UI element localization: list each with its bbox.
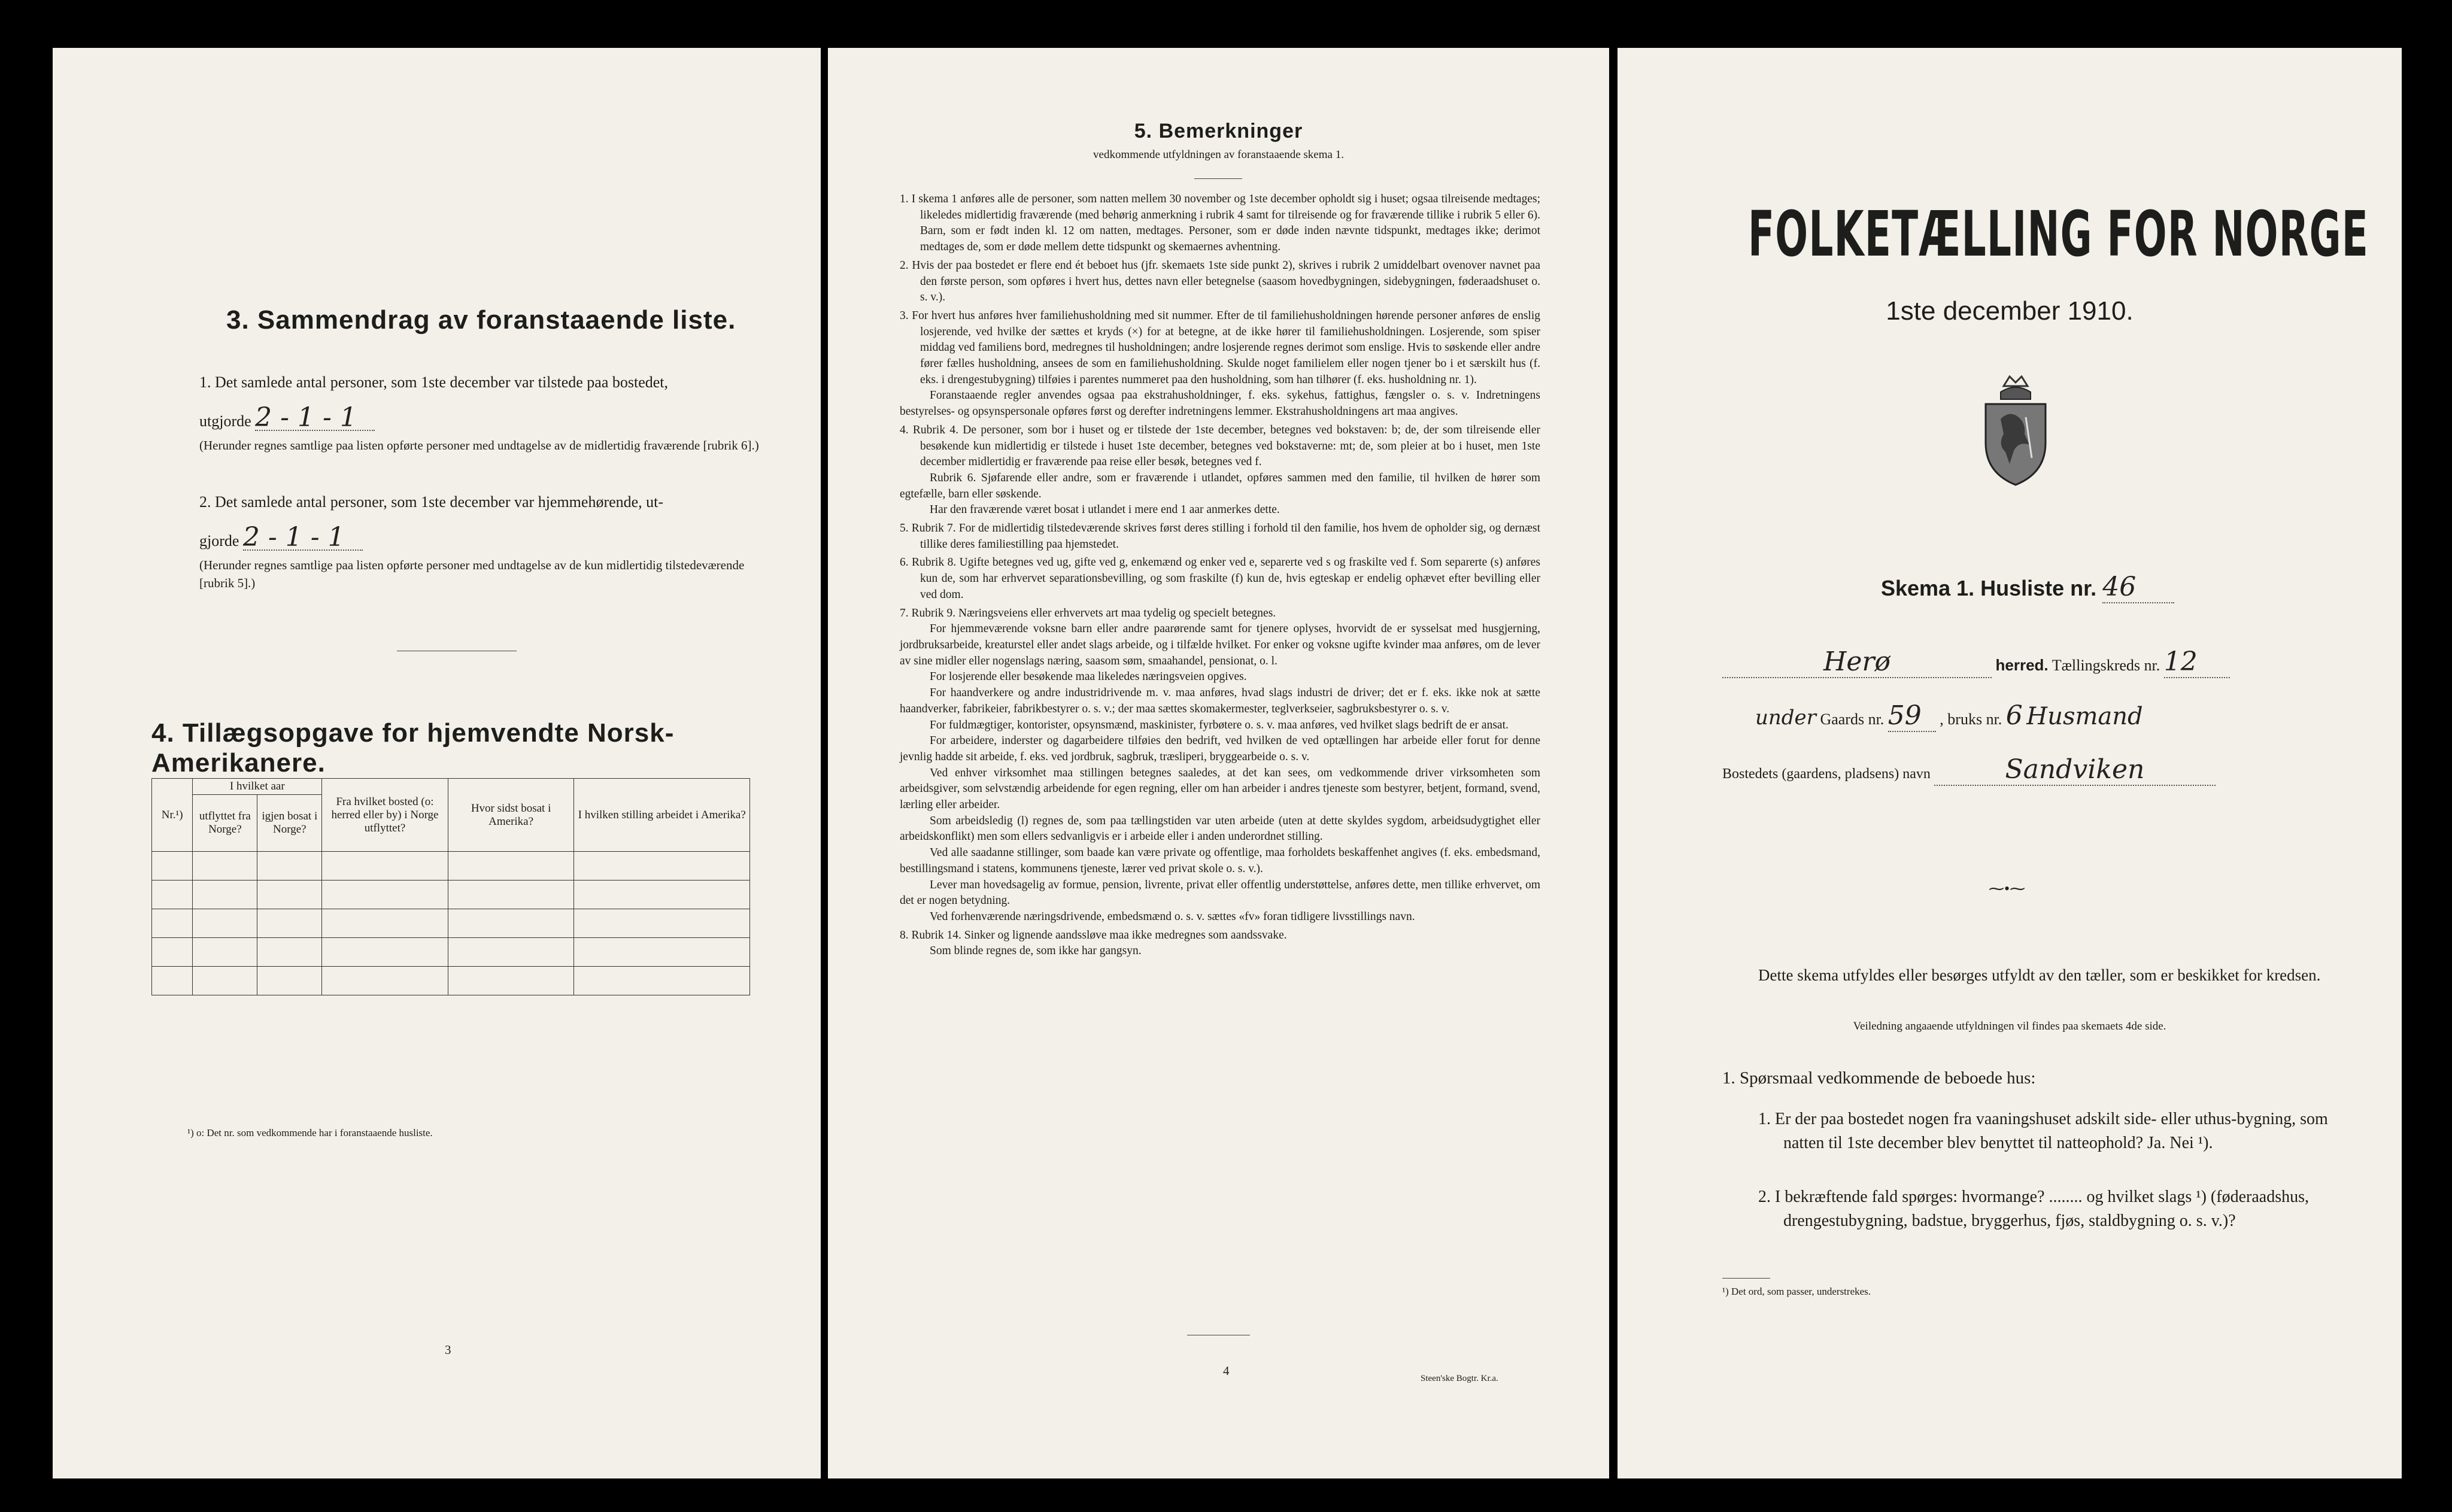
table-row <box>152 852 750 881</box>
remark-6: 6. Rubrik 8. Ugifte betegnes ved ug, gifte ved g, enkemænd og enker ved e, separerte ved s og fraskilte ved f. Som separerte (s) anføres kun de, som har erhvervet separationsbevilling, og som fraskilte (f) kun de, hvis egteskap er endelig ophævet efter bevilling eller ved dom. <box>900 556 1540 601</box>
bosted-label: Bostedets (gaardens, pladsens) navn <box>1722 766 1931 782</box>
table-row <box>152 909 750 938</box>
col-fra-bosted: Fra hvilket bosted (o: herred eller by) i Norge utflyttet? <box>322 779 448 852</box>
cover-page <box>1618 48 2402 1478</box>
remarks-subheading: vedkommende utfyldningen av foranstaaende skema 1. <box>1093 148 1344 161</box>
remark-7k: Ved forhenværende næringsdrivende, embedsmænd o. s. v. sættes «fv» foran tidligere livsstillings navn. <box>930 910 1415 923</box>
herred-line <box>1722 646 2357 678</box>
col-stilling: I hvilken stilling arbeidet i Amerika? <box>574 779 750 852</box>
printer-mark: Steen'ske Bogtr. Kr.a. <box>1421 1374 1498 1383</box>
gaards-line <box>1755 700 2354 732</box>
cover-title: FOLKETÆLLING FOR NORGE <box>1748 198 2369 271</box>
page-3 <box>53 48 821 1478</box>
section-4-heading: 4. Tillægsopgave for hjemvendte Norsk-Amerikanere. <box>151 718 675 778</box>
remark-3b: Foranstaaende regler anvendes ogsaa paa ekstrahusholdninger, f. eks. sykehus, fattighus, fængsler o. s. v. Indretningens bestyrelses- og opsynspersonale opføres først og derefter indretningens lemmer. Ekstrahusholdningens art maa angives. <box>900 389 1540 418</box>
bruks-note: Husmand <box>2026 703 2143 730</box>
ornament-icon: ⁓•⁓ <box>1989 880 2026 897</box>
cover-intro: Dette skema utfyldes eller besørges utfyldt av den tæller, som er beskikket for kredsen. <box>1758 966 2321 984</box>
remark-4: 4. Rubrik 4. De personer, som bor i huset og er tilstede der 1ste december, betegnes ved bokstaven: b; de, der som tilreisende eller besøkende kun midlertidig er tilstede i huset 1ste december, betegnes ved bokstaverne: mt; de, som pleier at bo i huset, men 1ste december midlertidig er fraværende paa reise eller besøk, betegnes ved f. <box>900 423 1540 469</box>
cover-veiledning: Veiledning angaaende utfyldningen vil findes paa skemaets 4de side. <box>1853 1020 2166 1033</box>
summary-item-1 <box>199 371 774 454</box>
question-1: 1. Er der paa bostedet nogen fra vaaningshuset adskilt side- eller uthus-bygning, som natten til 1ste december blev benyttet til natteophold? Ja. Nei ¹). <box>1758 1110 2328 1152</box>
gaards-nr: 59 <box>1888 700 1936 732</box>
summary-item-1-label: utgjorde <box>199 412 251 430</box>
summary-item-2-note: (Herunder regnes samtlige paa listen opførte personer med undtagelse av de kun midlertidig tilstedeværende [rubrik 5].) <box>199 558 745 590</box>
remark-4c: Har den fraværende været bosat i utlandet i mere end 1 aar anmerkes dette. <box>930 503 1280 517</box>
gaards-label: Gaards nr. <box>1820 711 1884 728</box>
remark-8: 8. Rubrik 14. Sinker og lignende aandssløve maa ikke medregnes som aandssvake. <box>900 928 1287 942</box>
cover-date: 1ste december 1910. <box>1886 296 2134 326</box>
table-row <box>152 881 750 909</box>
remark-2: 2. Hvis der paa bostedet er flere end ét beboet hus (jfr. skemaets 1ste side punkt 2), skrives i rubrik 2 umiddelbart ovenover navnet paa den første person, som opføres i hvert hus, dettes navn eller betegnelse (saasom hovedbygningen, sidebygningen, føderaadshuset o. s. v.). <box>900 259 1540 304</box>
remark-7d: For haandverkere og andre industridrivende m. v. maa anføres, hvad slags industri de driver; det er f. eks. ikke nok at sætte haandverker, fabrikeier, fabrikbestyrer o. s. v.; der maa sættes skomakermester, teglverkseier, sagbruksbestyrer o. s. v. <box>900 687 1540 715</box>
bruks-nr: 6 <box>2005 700 2023 731</box>
remarks-body <box>900 192 1540 960</box>
gaards-prefix: under <box>1755 706 1816 730</box>
summary-item-1-value: 2 - 1 - 1 <box>255 406 375 431</box>
footnote-rule <box>1722 1278 1770 1279</box>
summary-item-1-note: (Herunder regnes samtlige paa listen opførte personer med undtagelse av de midlertidig fraværende [rubrik 6].) <box>199 438 759 453</box>
skema-label: Skema 1. Husliste nr. <box>1881 576 2097 600</box>
col-igjen-bosat: igjen bosat i Norge? <box>257 795 322 852</box>
kreds-label: Tællingskreds nr. <box>2052 657 2160 674</box>
table-footnote: ¹) o: Det nr. som vedkommende har i foranstaaende husliste. <box>187 1127 433 1138</box>
remark-7g: Ved enhver virksomhet maa stillingen betegnes saaledes, at det kan sees, om vedkommende driver virksomheten som arbeidsgiver, som selvstændig arbeidende for egen regning, eller om han arbeider i andres tjeneste som bestyrer, betjent, formand, svend, lærling eller arbeider. <box>900 766 1540 812</box>
table-row <box>152 967 750 995</box>
summary-item-1-text: 1. Det samlede antal personer, som 1ste december var tilstede paa bostedet, <box>199 374 669 391</box>
summary-item-2 <box>199 491 774 592</box>
remark-7: 7. Rubrik 9. Næringsveiens eller erhvervets art maa tydelig og specielt betegnes. <box>900 606 1276 620</box>
coat-of-arms-icon <box>1977 374 2055 488</box>
page-4 <box>828 48 1609 1478</box>
remark-7f: For arbeidere, inderster og dagarbeidere tilføies den bedrift, ved hvilken de ved optællingen har arbeide eller forut for denne jevnlig hadde sit arbeide, f. eks. ved jordbruk, sagbruk, træsliperi, bryggearbeide o. s. v. <box>900 734 1540 763</box>
col-nr: Nr.¹) <box>152 779 193 852</box>
remark-3: 3. For hvert hus anføres hver familiehusholdning med sit nummer. Efter de til familiehusholdningen hørende personer anføres de enslig losjerende, ved hvilke der sættes et kryds (×) for at betegne, at de ikke hører til familiehusholdningen. Losjerende, som spiser middag ved familiens bord, medregnes til husholdningen; andre losjerende regnes derimot som enslige. Hvis to søskende eller andre fører fælles husholdning, ansees de som en familiehusholdning. Skulde noget familielem eller nogen tjener bo i et særskilt hus (f. eks. i drengestubygning) tilføies i parentes nummeret paa den husholdning, som han tilhører (f. eks. husholdning nr. 1). <box>900 309 1540 386</box>
questions-heading: 1. Spørsmaal vedkommende de beboede hus: <box>1722 1068 2036 1088</box>
remark-8b: Som blinde regnes de, som ikke har gangsyn. <box>930 945 1142 958</box>
col-sidst-bosat: Hvor sidst bosat i Amerika? <box>448 779 574 852</box>
skema-line <box>1881 572 2174 603</box>
remarks-rule <box>1194 178 1242 179</box>
page-number: 3 <box>445 1343 451 1357</box>
remark-7c: For losjerende eller besøkende maa likeledes næringsveien opgives. <box>930 670 1247 684</box>
remark-7b: For hjemmeværende voksne barn eller andre paarørende samt for tjenere oplyses, hvorvidt de er sysselsat med husgjerning, jordbruksarbeide, kreaturstel eller andet slags arbeide, og i tilfælde hvilket. For enker og voksne ugifte kvinder maa anføres, om de lever av sine midler eller nogenslags næring, saasom søm, smaahandel, pensionat, o. l. <box>900 623 1540 667</box>
remark-7e: For fuldmægtiger, kontorister, opsynsmænd, maskinister, fyrbøtere o. s. v. maa anføres, ved hvilket slags bedrift de er ansat. <box>930 718 1509 731</box>
remark-7h: Som arbeidsledig (l) regnes de, som paa tællingstiden var uten arbeide (uten at dette skyldes sygdom, arbeidsudygtighet eller arbeidskonflikt) men som ellers sedvanligvis er i arbeide eller i anden underordnet stilling. <box>900 814 1540 843</box>
kreds-nr: 12 <box>2164 646 2230 678</box>
summary-item-2-label: gjorde <box>199 532 239 549</box>
bruks-label: , bruks nr. <box>1940 711 2002 728</box>
section-3-heading: 3. Sammendrag av foranstaaende liste. <box>226 305 736 335</box>
page-number: 4 <box>1223 1364 1230 1378</box>
bosted-line <box>1722 754 2357 786</box>
summary-item-2-text: 2. Det samlede antal personer, som 1ste december var hjemmehørende, ut- <box>199 493 664 511</box>
table-row <box>152 938 750 967</box>
remark-5: 5. Rubrik 7. For de midlertidig tilstedeværende skrives først deres stilling i forhold til den familie, hos hvem de opholder sig, og dernæst tillike deres familiestilling paa hjemstedet. <box>900 522 1540 551</box>
col-group-year: I hvilket aar <box>193 779 322 795</box>
remark-7i: Ved alle saadanne stillinger, som baade kan være private og offentlige, maa forholdets beskaffenhet angives (f. eks. embedsmand, bestillingsmand i statens, kommunens tjeneste, lærer ved privat skole o. s. v.). <box>900 846 1540 875</box>
bosted-value: Sandviken <box>1934 754 2216 786</box>
remark-1: 1. I skema 1 anføres alle de personer, som natten mellem 30 november og 1ste december opholdt sig i huset; ogsaa tilreisende medtages; likeledes midlertidig fraværende (med behørig anmerkning i rubrik 4 samt for tilreisende og for fraværende tillike i rubrik 5 eller 6). Barn, som er født inden kl. 12 om natten, medtages. Personer, som er døde inden nævnte tidspunkt, medtages ikke; derimot medtages de, som er døde mellem dette tidspunkt og skemaernes avhentning. <box>900 193 1540 254</box>
remark-7j: Lever man hovedsagelig av formue, pension, livrente, privat eller offentlig understøttelse, anføres dette, men tillike erhvervet, om det er nogen betydning. <box>900 878 1540 907</box>
herred-label: herred. <box>1995 656 2049 674</box>
remark-4b: Rubrik 6. Sjøfarende eller andre, som er fraværende i utlandet, opføres sammen med den familie, til hvilken de hører som egtefælle, barn eller søskende. <box>900 471 1540 500</box>
husliste-nr: 46 <box>2102 572 2174 603</box>
cover-footnote: ¹) Det ord, som passer, understrekes. <box>1722 1286 1871 1297</box>
summary-item-2-value: 2 - 1 - 1 <box>243 526 363 551</box>
remarks-heading: 5. Bemerkninger <box>1134 120 1303 142</box>
norsk-amerikanere-table <box>151 778 750 995</box>
herred-value: Herø <box>1722 646 1992 678</box>
question-2: 2. I bekræftende fald spørges: hvormange? ........ og hvilket slags ¹) (føderaadshus, drengestubygning, badstue, bryggerhus, fjøs, staldbygning o. s. v.)? <box>1758 1188 2309 1230</box>
col-utflyttet: utflyttet fra Norge? <box>193 795 257 852</box>
